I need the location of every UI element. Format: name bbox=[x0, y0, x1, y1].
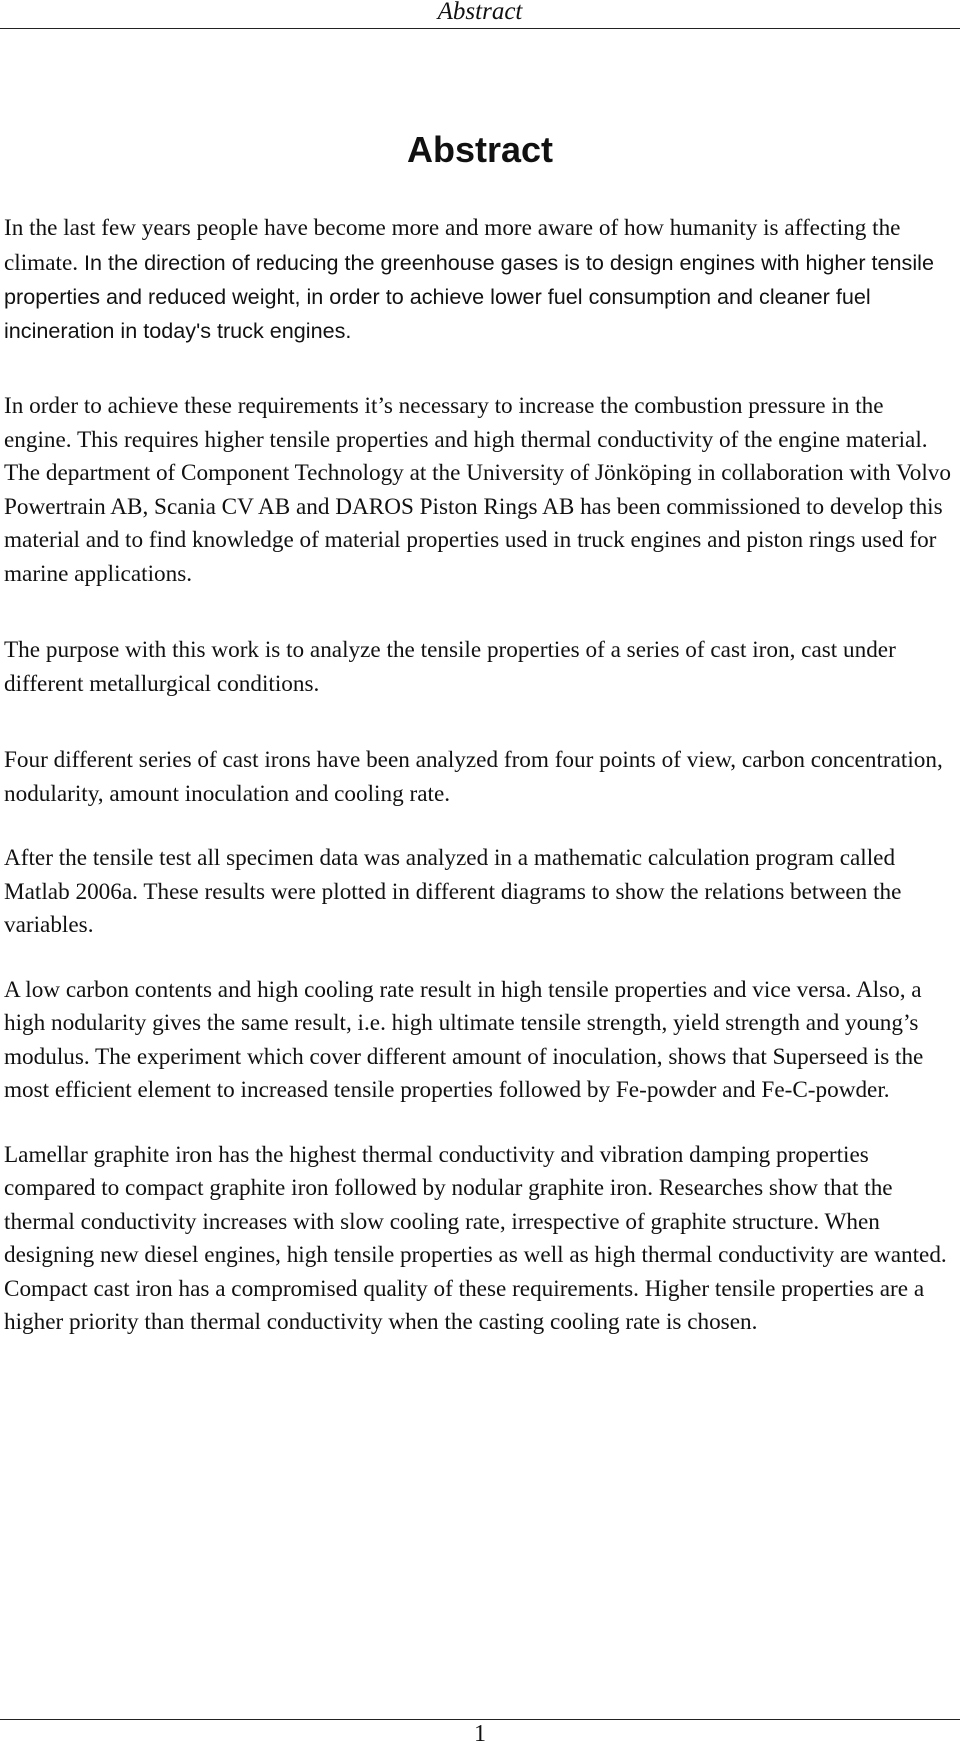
abstract-paragraph-1-lead: In the last few years people have become more and more aware of how humanity is affecting the climate. bbox=[4, 215, 901, 276]
abstract-paragraph-3: The purpose with this work is to analyze the tensile properties of a series of cast iron, cast under different metallurgical conditions. bbox=[4, 637, 896, 697]
abstract-paragraph-5: After the tensile test all specimen data was analyzed in a mathematic calculation program called Matlab 2006a. These results were plotted in different diagrams to show the relations between the variables. bbox=[4, 845, 902, 938]
abstract-paragraph-4: Four different series of cast irons have been analyzed from four points of view, carbon concentration, nodularity, amount inoculation and cooling rate. bbox=[4, 747, 943, 807]
abstract-body bbox=[4, 211, 956, 1383]
abstract-paragraph-1-rest: In the direction of reducing the greenhouse gases is to design engines with higher tensile properties and reduced weight, in order to achieve lower fuel consumption and cleaner fuel incineration in today's truck engines. bbox=[4, 249, 934, 343]
page-number: 1 bbox=[474, 1721, 486, 1747]
abstract-paragraph-1 bbox=[4, 211, 956, 347]
abstract-paragraph-6: A low carbon contents and high cooling rate result in high tensile properties and vice versa. Also, a high nodularity gives the same result, i.e. high ultimate tensile strength, yield strength and young’s modulus. The experiment which cover different amount of inoculation, shows that Superseed is the most efficient element to increased tensile properties followed by Fe-powder and Fe-C-powder. bbox=[4, 976, 924, 1103]
running-header bbox=[0, 0, 960, 29]
abstract-paragraph-7: Lamellar graphite iron has the highest thermal conductivity and vibration damping properties compared to compact graphite iron followed by nodular graphite iron. Researches show that the thermal conductivity increases with slow cooling rate, irrespective of graphite structure. When designing new diesel engines, high tensile properties as well as high thermal conductivity are wanted. Compact cast iron has a compromised quality of these requirements. Higher tensile properties are a higher priority than thermal conductivity when the casting cooling rate is chosen. bbox=[4, 1141, 947, 1335]
running-header-title: Abstract bbox=[437, 0, 523, 25]
page-title: Abstract bbox=[406, 129, 554, 170]
running-footer bbox=[0, 1719, 960, 1750]
abstract-paragraph-2: In order to achieve these requirements it’s necessary to increase the combustion pressure in the engine. This requires higher tensile properties and high thermal conductivity of the engine material. The department of Component Technology at the University of Jönköping in collaboration with Volvo Powertrain AB, Scania CV AB and DAROS Piston Rings AB has been commissioned to develop this material and to find knowledge of material properties used in truck engines and piston rings used for marine applications. bbox=[4, 393, 951, 587]
